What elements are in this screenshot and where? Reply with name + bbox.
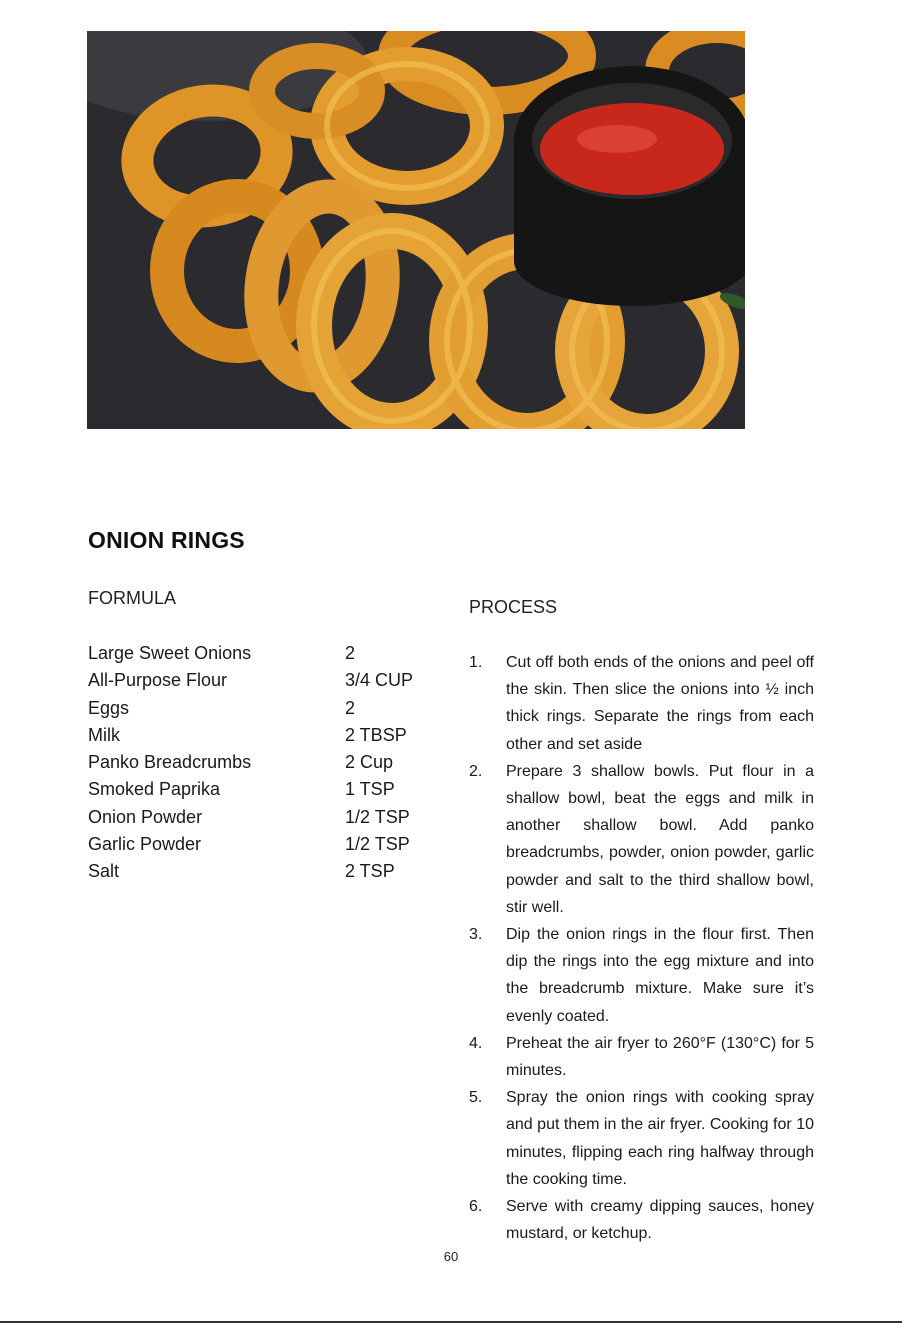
ingredient-name: All-Purpose Flour: [88, 670, 228, 691]
step-number: 1.: [469, 654, 483, 671]
recipe-title: ONION RINGS: [88, 527, 245, 553]
ingredient-name: Eggs: [88, 697, 130, 718]
ingredient-name: Garlic Powder: [88, 834, 202, 855]
ingredient-quantity: 3/4 CUP: [345, 670, 414, 691]
ingredient-row: [88, 722, 448, 749]
ingredient-name: Onion Powder: [88, 806, 203, 827]
ingredient-quantity: 1/2 TSP: [345, 834, 410, 855]
ingredient-quantity: 2: [345, 697, 356, 718]
ingredient-row: [88, 695, 448, 722]
process-step: [469, 1193, 814, 1247]
ingredient-quantity: 2 Cup: [345, 752, 394, 773]
ingredient-row: [88, 858, 448, 885]
process-steps: [469, 649, 814, 1247]
step-text: Preheat the air fryer to 260°F (130°C) for 5 minutes.: [506, 1034, 814, 1080]
formula-heading: FORMULA: [88, 588, 177, 608]
process-heading: PROCESS: [469, 597, 558, 617]
step-number: 2.: [469, 762, 483, 780]
page-number: 60: [443, 1249, 459, 1264]
ingredient-row: [88, 804, 448, 831]
page-bottom-rule: [0, 1321, 902, 1323]
step-number: 5.: [469, 1089, 483, 1107]
process-step: [469, 1030, 814, 1084]
ingredient-name: Salt: [88, 861, 120, 882]
process-step: [469, 1084, 814, 1193]
step-text: Serve with creamy dipping sauces, honey mustard, or ketchup.: [506, 1198, 814, 1243]
step-text: Dip the onion rings in the flour first. Then dip the rings into the egg mixture and into the breadcrumb mixture. Make sure it’s evenly coated.: [506, 926, 814, 1025]
ingredient-quantity: 1/2 TSP: [345, 806, 410, 827]
process-step: [469, 921, 814, 1030]
process-step: [469, 649, 814, 758]
step-number: 4.: [469, 1034, 483, 1052]
ingredient-name: Milk: [88, 724, 120, 745]
step-number: 3.: [469, 926, 483, 944]
onion-rings-photo: [87, 31, 745, 429]
ingredient-name: Smoked Paprika: [88, 779, 221, 800]
ingredient-row: [88, 776, 448, 803]
ingredient-quantity: 2 TSP: [345, 861, 395, 882]
step-text: Prepare 3 shallow bowls. Put flour in a shallow bowl, beat the eggs and milk in another shallow bowl. Add panko breadcrumbs, powder, onion powder, garlic powder and salt to the third shallow bowl, stir well.: [506, 762, 814, 916]
ingredients-list: [88, 640, 448, 886]
step-text: Cut off both ends of the onions and peel off the skin. Then slice the onions into ½ inch thick rings. Separate the rings from each other and set aside: [506, 654, 814, 753]
ingredient-name: Panko Breadcrumbs: [88, 752, 252, 773]
ingredient-row: [88, 831, 448, 858]
ingredient-name: Large Sweet Onions: [88, 643, 252, 663]
ingredient-row: [88, 667, 448, 694]
process-step: [469, 758, 814, 921]
step-text: Spray the onion rings with cooking spray and put them in the air fryer. Cooking for 10 minutes, flipping each ring halfway through the cooking time.: [506, 1089, 814, 1188]
ingredient-quantity: 2 TBSP: [345, 724, 407, 745]
ingredient-row: [88, 640, 448, 667]
step-number: 6.: [469, 1198, 483, 1216]
ingredient-quantity: 2: [345, 643, 356, 663]
ingredient-row: [88, 749, 448, 776]
ingredient-quantity: 1 TSP: [345, 779, 395, 800]
